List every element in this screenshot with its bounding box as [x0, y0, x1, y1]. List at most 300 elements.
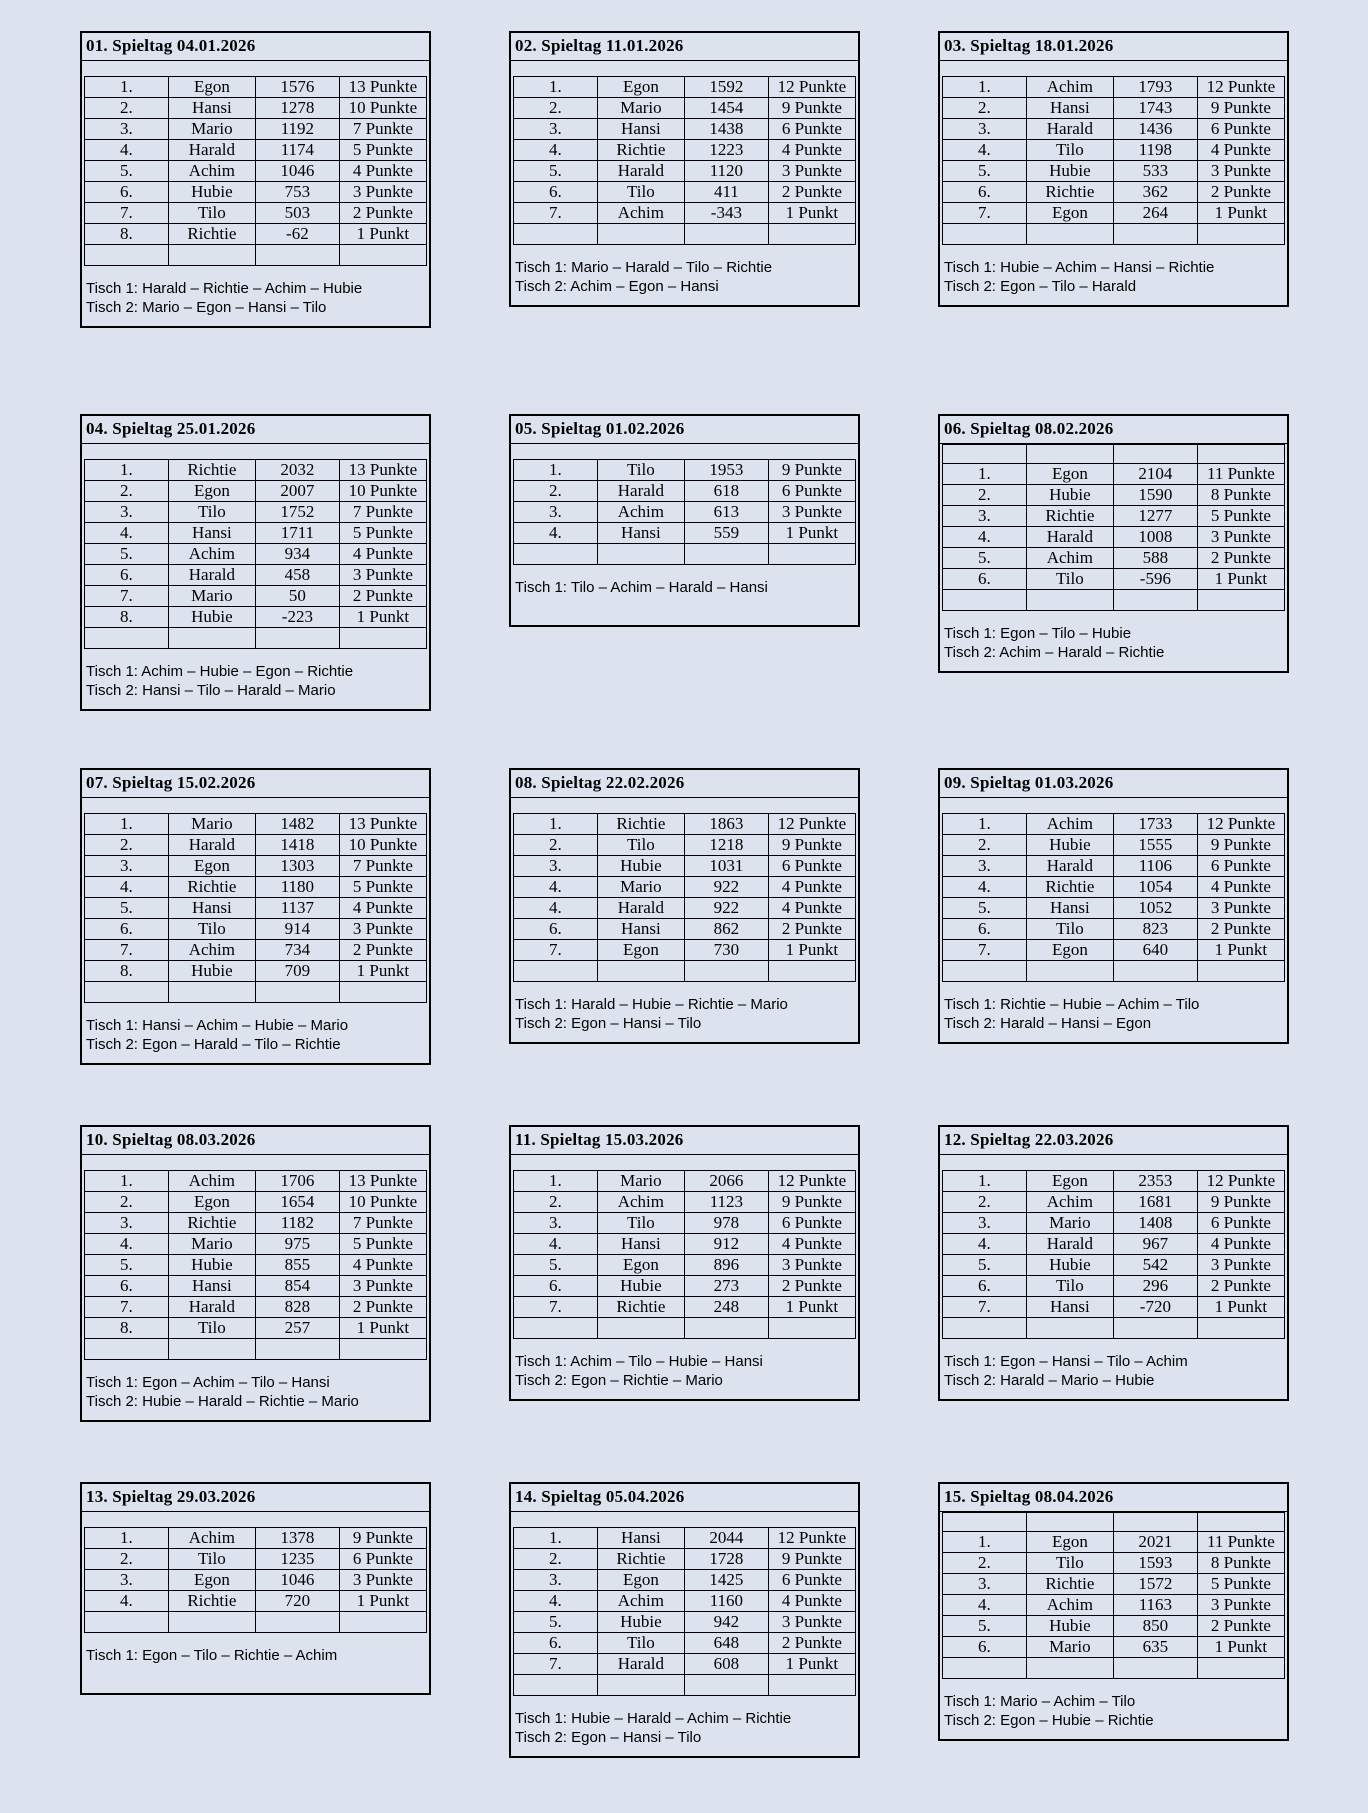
name-cell — [597, 1318, 684, 1339]
divided-spacer-row — [943, 1513, 1285, 1532]
name-cell: Hansi — [168, 523, 255, 544]
points-cell — [768, 544, 855, 565]
score-cell: -343 — [684, 203, 768, 224]
spieltag-panel — [80, 768, 431, 1065]
points-cell: 4 Punkte — [1197, 140, 1284, 161]
name-cell: Richtie — [168, 877, 255, 898]
score-cell: 1278 — [255, 98, 339, 119]
points-cell: 10 Punkte — [339, 835, 426, 856]
table-row — [514, 523, 856, 544]
table-row — [514, 161, 856, 182]
points-cell: 1 Punkt — [1197, 203, 1284, 224]
score-cell: 850 — [1113, 1616, 1197, 1637]
score-cell: 855 — [255, 1255, 339, 1276]
name-cell: Hansi — [597, 523, 684, 544]
table-row — [943, 1171, 1285, 1192]
score-cell: 1576 — [255, 77, 339, 98]
points-cell: 2 Punkte — [768, 1633, 855, 1654]
name-cell: Mario — [168, 814, 255, 835]
rank-cell: 4. — [514, 1234, 598, 1255]
name-cell: Hansi — [168, 98, 255, 119]
points-cell: 6 Punkte — [768, 1213, 855, 1234]
rank-cell: 2. — [85, 835, 169, 856]
score-cell: 618 — [684, 481, 768, 502]
spieltag-panel — [509, 414, 860, 627]
spieltag-title: 15. Spieltag 08.04.2026 — [940, 1484, 1287, 1512]
name-cell: Richtie — [1026, 877, 1113, 898]
score-cell: 823 — [1113, 919, 1197, 940]
spieltag-title: 06. Spieltag 08.02.2026 — [940, 416, 1287, 444]
name-cell: Egon — [168, 1192, 255, 1213]
name-cell: Achim — [1026, 548, 1113, 569]
table-row — [943, 877, 1285, 898]
points-cell: 3 Punkte — [768, 161, 855, 182]
rank-cell: 3. — [943, 119, 1027, 140]
results-table — [942, 1170, 1285, 1339]
table-row — [85, 460, 427, 481]
score-cell: 1223 — [684, 140, 768, 161]
rank-cell: 1. — [514, 77, 598, 98]
rank-cell: 2. — [514, 98, 598, 119]
rank-cell: 6. — [943, 569, 1027, 590]
table-row — [943, 77, 1285, 98]
table-row — [85, 1255, 427, 1276]
rank-cell: 3. — [85, 119, 169, 140]
rank-cell — [943, 590, 1027, 611]
points-cell: 4 Punkte — [339, 898, 426, 919]
empty-row — [514, 224, 856, 245]
points-cell: 4 Punkte — [768, 140, 855, 161]
tisch-assignments — [940, 982, 1287, 1042]
score-cell — [1113, 590, 1197, 611]
title-spacer — [511, 444, 858, 459]
empty-row — [943, 1658, 1285, 1679]
title-spacer — [511, 798, 858, 813]
points-cell — [1197, 1658, 1284, 1679]
points-cell: 12 Punkte — [1197, 77, 1284, 98]
table-row — [943, 1192, 1285, 1213]
name-cell: Richtie — [597, 140, 684, 161]
table-row — [943, 898, 1285, 919]
rank-cell: 8. — [85, 224, 169, 245]
rank-cell: 1. — [85, 1528, 169, 1549]
table-row — [514, 919, 856, 940]
score-cell — [1113, 1658, 1197, 1679]
rank-cell: 6. — [85, 182, 169, 203]
points-cell: 9 Punkte — [339, 1528, 426, 1549]
table-row — [85, 1549, 427, 1570]
rank-cell: 2. — [85, 1192, 169, 1213]
score-cell: 862 — [684, 919, 768, 940]
table-row — [514, 1171, 856, 1192]
title-spacer — [82, 61, 429, 76]
name-cell: Tilo — [168, 919, 255, 940]
name-cell: Richtie — [597, 814, 684, 835]
rank-cell: 5. — [514, 161, 598, 182]
name-cell — [597, 1675, 684, 1696]
points-cell — [1197, 224, 1284, 245]
empty-row — [943, 590, 1285, 611]
points-cell — [339, 1612, 426, 1633]
score-cell: 559 — [684, 523, 768, 544]
name-cell: Egon — [1026, 1532, 1113, 1553]
score-cell: 1123 — [684, 1192, 768, 1213]
score-cell: 1137 — [255, 898, 339, 919]
empty-row — [85, 1612, 427, 1633]
rank-cell: 3. — [514, 856, 598, 877]
points-cell: 3 Punkte — [1197, 527, 1284, 548]
tisch-line: Tisch 1: Egon – Achim – Tilo – Hansi — [86, 1374, 330, 1391]
tisch-line: Tisch 2: Egon – Harald – Tilo – Richtie — [86, 1036, 341, 1053]
table-row — [943, 814, 1285, 835]
points-cell: 2 Punkte — [1197, 182, 1284, 203]
points-cell: 1 Punkt — [339, 607, 426, 628]
score-cell: 1277 — [1113, 506, 1197, 527]
points-cell: 1 Punkt — [768, 203, 855, 224]
points-cell: 3 Punkte — [339, 565, 426, 586]
score-cell: 1192 — [255, 119, 339, 140]
rank-cell — [943, 1658, 1027, 1679]
spieltag-title: 13. Spieltag 29.03.2026 — [82, 1484, 429, 1512]
name-cell: Egon — [597, 1570, 684, 1591]
table-row — [514, 1528, 856, 1549]
points-cell: 2 Punkte — [339, 203, 426, 224]
points-cell: 2 Punkte — [768, 182, 855, 203]
rank-cell: 3. — [85, 1213, 169, 1234]
spieltag-panel — [80, 414, 431, 711]
table-row — [514, 460, 856, 481]
points-cell: 2 Punkte — [1197, 1616, 1284, 1637]
tisch-line: Tisch 2: Hansi – Tilo – Harald – Mario — [86, 682, 336, 699]
score-cell: 1555 — [1113, 835, 1197, 856]
tisch-assignments — [82, 1360, 429, 1420]
score-cell: 1681 — [1113, 1192, 1197, 1213]
score-cell: 257 — [255, 1318, 339, 1339]
score-cell: 1031 — [684, 856, 768, 877]
name-cell: Achim — [597, 502, 684, 523]
table-row — [85, 224, 427, 245]
results-body — [85, 460, 427, 649]
points-cell: 7 Punkte — [339, 502, 426, 523]
tisch-line: Tisch 2: Egon – Hubie – Richtie — [944, 1712, 1154, 1729]
tisch-assignments — [511, 565, 858, 625]
name-cell: Hansi — [1026, 1297, 1113, 1318]
score-cell — [684, 1675, 768, 1696]
results-table — [513, 813, 856, 982]
name-cell: Mario — [168, 1234, 255, 1255]
name-cell: Tilo — [1026, 140, 1113, 161]
name-cell: Tilo — [597, 182, 684, 203]
name-cell: Harald — [1026, 856, 1113, 877]
tisch-line: Tisch 2: Egon – Tilo – Harald — [944, 278, 1137, 295]
points-cell: 9 Punkte — [768, 1192, 855, 1213]
table-row — [943, 1532, 1285, 1553]
score-cell: 588 — [1113, 548, 1197, 569]
points-cell: 2 Punkte — [1197, 548, 1284, 569]
rank-cell: 2. — [943, 98, 1027, 119]
table-row — [943, 1574, 1285, 1595]
table-row — [514, 898, 856, 919]
name-cell: Egon — [168, 1570, 255, 1591]
points-cell: 6 Punkte — [768, 119, 855, 140]
rank-cell: 5. — [943, 548, 1027, 569]
score-cell — [1113, 961, 1197, 982]
table-row — [85, 1192, 427, 1213]
points-cell: 13 Punkte — [339, 460, 426, 481]
points-cell: 4 Punkte — [768, 1591, 855, 1612]
spieltag-title: 14. Spieltag 05.04.2026 — [511, 1484, 858, 1512]
score-cell — [255, 628, 339, 649]
rank-cell — [514, 224, 598, 245]
spieltag-panel — [938, 31, 1289, 307]
name-cell: Hubie — [168, 607, 255, 628]
spieltag-panel — [938, 768, 1289, 1044]
tisch-assignments — [940, 1679, 1287, 1739]
table-row — [85, 961, 427, 982]
table-row — [85, 502, 427, 523]
tisch-line: Tisch 1: Mario – Achim – Tilo — [944, 1693, 1136, 1710]
score-cell — [1113, 1318, 1197, 1339]
rank-cell: 4. — [514, 1591, 598, 1612]
score-cell: 1418 — [255, 835, 339, 856]
score-cell: 1120 — [684, 161, 768, 182]
tisch-line: Tisch 1: Egon – Tilo – Hubie — [944, 625, 1132, 642]
rank-cell: 7. — [85, 1297, 169, 1318]
tisch-line: Tisch 1: Achim – Hubie – Egon – Richtie — [86, 663, 354, 680]
empty-row — [85, 1339, 427, 1360]
name-cell: Hubie — [1026, 161, 1113, 182]
table-row — [85, 1297, 427, 1318]
score-cell: 1863 — [684, 814, 768, 835]
rank-cell: 3. — [85, 1570, 169, 1591]
rank-cell: 2. — [85, 481, 169, 502]
points-cell: 1 Punkt — [339, 961, 426, 982]
points-cell: 3 Punkte — [1197, 1595, 1284, 1616]
points-cell: 3 Punkte — [768, 502, 855, 523]
rank-cell: 1. — [514, 460, 598, 481]
score-cell: 1235 — [255, 1549, 339, 1570]
table-row — [514, 98, 856, 119]
points-cell: 9 Punkte — [768, 835, 855, 856]
tisch-assignments — [82, 1633, 429, 1693]
name-cell: Harald — [597, 898, 684, 919]
name-cell: Egon — [168, 856, 255, 877]
rank-cell: 2. — [85, 98, 169, 119]
points-cell: 6 Punkte — [768, 856, 855, 877]
table-row — [514, 1549, 856, 1570]
table-row — [943, 464, 1285, 485]
title-spacer — [940, 798, 1287, 813]
score-cell: -223 — [255, 607, 339, 628]
results-table — [942, 813, 1285, 982]
table-row — [85, 1318, 427, 1339]
score-cell: 1706 — [255, 1171, 339, 1192]
name-cell: Mario — [597, 1171, 684, 1192]
rank-cell: 1. — [85, 460, 169, 481]
name-cell: Harald — [1026, 527, 1113, 548]
table-row — [943, 485, 1285, 506]
rank-cell: 2. — [514, 1192, 598, 1213]
table-row — [85, 814, 427, 835]
results-table — [513, 1527, 856, 1696]
name-cell: Hubie — [168, 182, 255, 203]
table-row — [514, 856, 856, 877]
rank-cell: 2. — [943, 485, 1027, 506]
spieltag-title: 11. Spieltag 15.03.2026 — [511, 1127, 858, 1155]
rank-cell: 1. — [943, 814, 1027, 835]
points-cell: 7 Punkte — [339, 856, 426, 877]
tisch-line: Tisch 1: Egon – Tilo – Richtie – Achim — [86, 1647, 338, 1664]
table-row — [514, 1570, 856, 1591]
table-row — [514, 940, 856, 961]
name-cell: Achim — [168, 1528, 255, 1549]
name-cell: Tilo — [168, 1318, 255, 1339]
score-cell: 1054 — [1113, 877, 1197, 898]
name-cell: Hubie — [1026, 1616, 1113, 1637]
results-body — [943, 1171, 1285, 1339]
table-row — [85, 98, 427, 119]
tisch-line: Tisch 1: Harald – Richtie – Achim – Hubie — [86, 280, 363, 297]
name-cell: Egon — [1026, 940, 1113, 961]
name-cell: Richtie — [168, 1591, 255, 1612]
points-cell: 1 Punkt — [339, 1591, 426, 1612]
score-cell: 2104 — [1113, 464, 1197, 485]
rank-cell: 2. — [514, 481, 598, 502]
points-cell: 3 Punkte — [339, 1570, 426, 1591]
score-cell: 828 — [255, 1297, 339, 1318]
rank-cell: 5. — [85, 544, 169, 565]
rank-cell: 2. — [943, 1553, 1027, 1574]
rank-cell: 3. — [514, 119, 598, 140]
results-table — [84, 1527, 427, 1633]
results-body — [85, 814, 427, 1003]
table-row — [85, 1276, 427, 1297]
name-cell: Harald — [168, 1297, 255, 1318]
title-spacer — [940, 61, 1287, 76]
score-cell: 978 — [684, 1213, 768, 1234]
results-body — [85, 1171, 427, 1360]
rank-cell: 2. — [943, 835, 1027, 856]
table-row — [85, 544, 427, 565]
name-cell: Richtie — [1026, 506, 1113, 527]
table-row — [514, 1234, 856, 1255]
rank-cell: 4. — [514, 877, 598, 898]
rank-cell: 7. — [943, 203, 1027, 224]
points-cell: 10 Punkte — [339, 98, 426, 119]
score-cell: 922 — [684, 898, 768, 919]
score-cell — [684, 224, 768, 245]
name-cell: Hansi — [168, 898, 255, 919]
rank-cell — [514, 961, 598, 982]
table-row — [943, 1595, 1285, 1616]
spieltag-title: 08. Spieltag 22.02.2026 — [511, 770, 858, 798]
score-cell: 1198 — [1113, 140, 1197, 161]
points-cell: 4 Punkte — [768, 1234, 855, 1255]
rank-cell — [514, 1675, 598, 1696]
score-cell: 1654 — [255, 1192, 339, 1213]
score-cell: 2353 — [1113, 1171, 1197, 1192]
points-cell: 4 Punkte — [768, 898, 855, 919]
points-cell — [768, 224, 855, 245]
score-cell: 1590 — [1113, 485, 1197, 506]
table-row — [514, 182, 856, 203]
score-cell: 709 — [255, 961, 339, 982]
name-cell — [597, 224, 684, 245]
score-cell: 734 — [255, 940, 339, 961]
points-cell: 5 Punkte — [1197, 506, 1284, 527]
name-cell — [168, 628, 255, 649]
table-row — [85, 856, 427, 877]
table-row — [943, 1255, 1285, 1276]
table-row — [85, 77, 427, 98]
table-row — [943, 1276, 1285, 1297]
rank-cell: 6. — [514, 1276, 598, 1297]
name-cell: Tilo — [168, 502, 255, 523]
score-cell: 273 — [684, 1276, 768, 1297]
divided-spacer-row — [943, 445, 1285, 464]
name-cell: Hubie — [597, 1612, 684, 1633]
rank-cell: 5. — [943, 1616, 1027, 1637]
score-cell: 1174 — [255, 140, 339, 161]
name-cell — [168, 1612, 255, 1633]
table-row — [85, 877, 427, 898]
table-row — [943, 161, 1285, 182]
name-cell: Tilo — [168, 1549, 255, 1570]
table-row — [943, 1213, 1285, 1234]
name-cell: Tilo — [597, 835, 684, 856]
rank-cell: 3. — [943, 506, 1027, 527]
name-cell: Achim — [168, 940, 255, 961]
rank-cell: 6. — [514, 182, 598, 203]
rank-cell — [943, 1513, 1027, 1532]
table-row — [943, 1234, 1285, 1255]
rank-cell: 6. — [943, 1276, 1027, 1297]
tisch-assignments — [511, 245, 858, 305]
score-cell — [1113, 1513, 1197, 1532]
rank-cell: 4. — [943, 527, 1027, 548]
rank-cell: 1. — [85, 814, 169, 835]
tisch-line: Tisch 2: Egon – Hansi – Tilo — [515, 1729, 702, 1746]
score-cell: 2021 — [1113, 1532, 1197, 1553]
table-row — [943, 940, 1285, 961]
rank-cell: 6. — [85, 565, 169, 586]
score-cell: 296 — [1113, 1276, 1197, 1297]
score-cell: 1793 — [1113, 77, 1197, 98]
score-cell: 1163 — [1113, 1595, 1197, 1616]
score-cell: 1182 — [255, 1213, 339, 1234]
results-body — [514, 1528, 856, 1696]
points-cell: 9 Punkte — [1197, 835, 1284, 856]
table-row — [85, 182, 427, 203]
rank-cell: 8. — [85, 961, 169, 982]
tisch-line: Tisch 1: Hubie – Achim – Hansi – Richtie — [944, 259, 1215, 276]
name-cell: Achim — [597, 1591, 684, 1612]
spieltag-title: 07. Spieltag 15.02.2026 — [82, 770, 429, 798]
score-cell: 608 — [684, 1654, 768, 1675]
points-cell: 9 Punkte — [768, 460, 855, 481]
rank-cell: 2. — [943, 1192, 1027, 1213]
points-cell: 1 Punkt — [768, 940, 855, 961]
score-cell: 730 — [684, 940, 768, 961]
rank-cell: 4. — [943, 1234, 1027, 1255]
score-cell — [684, 544, 768, 565]
spieltag-title: 05. Spieltag 01.02.2026 — [511, 416, 858, 444]
score-cell: 1572 — [1113, 1574, 1197, 1595]
points-cell: 3 Punkte — [339, 919, 426, 940]
table-row — [514, 1213, 856, 1234]
rank-cell: 1. — [514, 1528, 598, 1549]
results-body — [943, 814, 1285, 982]
